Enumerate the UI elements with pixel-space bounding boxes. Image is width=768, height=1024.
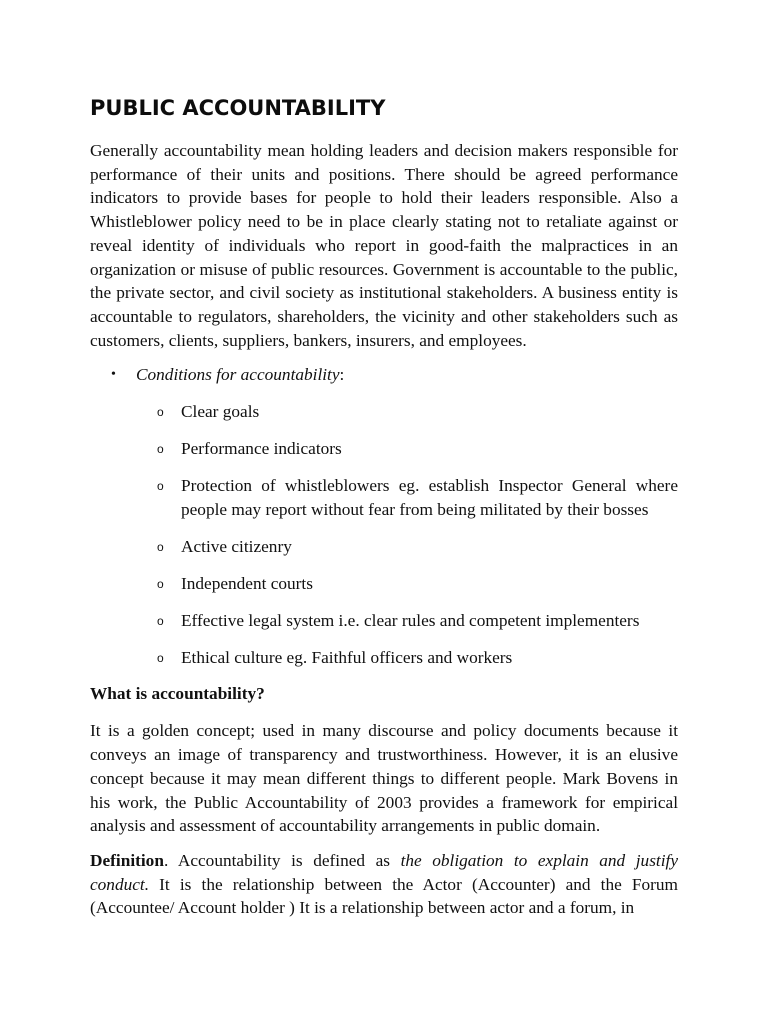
conditions-sub-list — [90, 400, 678, 669]
circle-bullet-icon: o — [157, 539, 164, 554]
list-item — [90, 474, 678, 521]
list-item-text: Protection of whistleblowers eg. establish Inspector General where people may report without fear from being militated by their bosses — [181, 476, 678, 519]
list-item-text: Independent courts — [181, 573, 313, 593]
conditions-colon: : — [339, 365, 345, 385]
list-item-text: Clear goals — [181, 402, 260, 422]
list-item — [90, 609, 678, 633]
list-item-text: Ethical culture eg. Faithful officers and workers — [181, 647, 513, 667]
definition-label: Definition — [90, 850, 164, 870]
list-item — [90, 572, 678, 596]
circle-bullet-icon: o — [157, 613, 164, 628]
circle-bullet-icon: o — [157, 650, 164, 665]
list-item — [90, 646, 678, 670]
circle-bullet-icon: o — [157, 405, 164, 420]
page-title: PUBLIC ACCOUNTABILITY — [90, 96, 386, 120]
intro-paragraph: Generally accountability mean holding leaders and decision makers responsible for performance of their units and positions. There should be agreed performance indicators to provide bases for people to hold their leaders responsible. Also a Whistleblower policy need to be in place clearly stating not to retaliate against or reveal identity of individuals who report in good-faith the malpractices in an organization or misuse of public resources. Government is accountable to the public, the private sector, and civil society as institutional stakeholders. A business entity is accountable to regulators, shareholders, the vicinity and other stakeholders such as customers, clients, suppliers, bankers, insurers, and employees. — [90, 141, 678, 350]
definition-lead: . Accountability is defined as — [163, 850, 401, 870]
list-item-text: Effective legal system i.e. clear rules and competent implementers — [181, 610, 640, 630]
what-paragraph: It is a golden concept; used in many discourse and policy documents because it conveys an image of transparency and trustworthiness. However, it is an elusive concept because it may mean different things to different people. Mark Bovens in his work, the Public Accountability of 2003 provides a framework for empirical analysis and assessment of accountability arrangements in public domain. — [90, 721, 678, 836]
circle-bullet-icon: o — [157, 442, 164, 457]
conditions-list — [90, 363, 678, 669]
definition-italic: the obligation to explain and justify conduct. — [90, 850, 678, 894]
list-item-text: Performance indicators — [181, 439, 342, 459]
circle-bullet-icon: o — [157, 576, 164, 591]
sub-list-container — [90, 400, 678, 669]
conditions-heading-item — [90, 363, 678, 387]
list-item-text: Active citizenry — [181, 536, 292, 556]
conditions-heading: Conditions for accountability — [136, 365, 340, 385]
definition-paragraph — [90, 849, 678, 920]
bullet-icon: • — [111, 367, 116, 383]
list-item — [90, 535, 678, 559]
list-item — [90, 437, 678, 461]
definition-rest: It is the relationship between the Actor (Accounter) and the Forum (Accountee/ Account holder ) It is a relationship between actor and a forum, in — [90, 874, 678, 918]
section-heading: What is accountability? — [90, 683, 265, 703]
list-item — [90, 400, 678, 424]
circle-bullet-icon: o — [157, 479, 164, 494]
